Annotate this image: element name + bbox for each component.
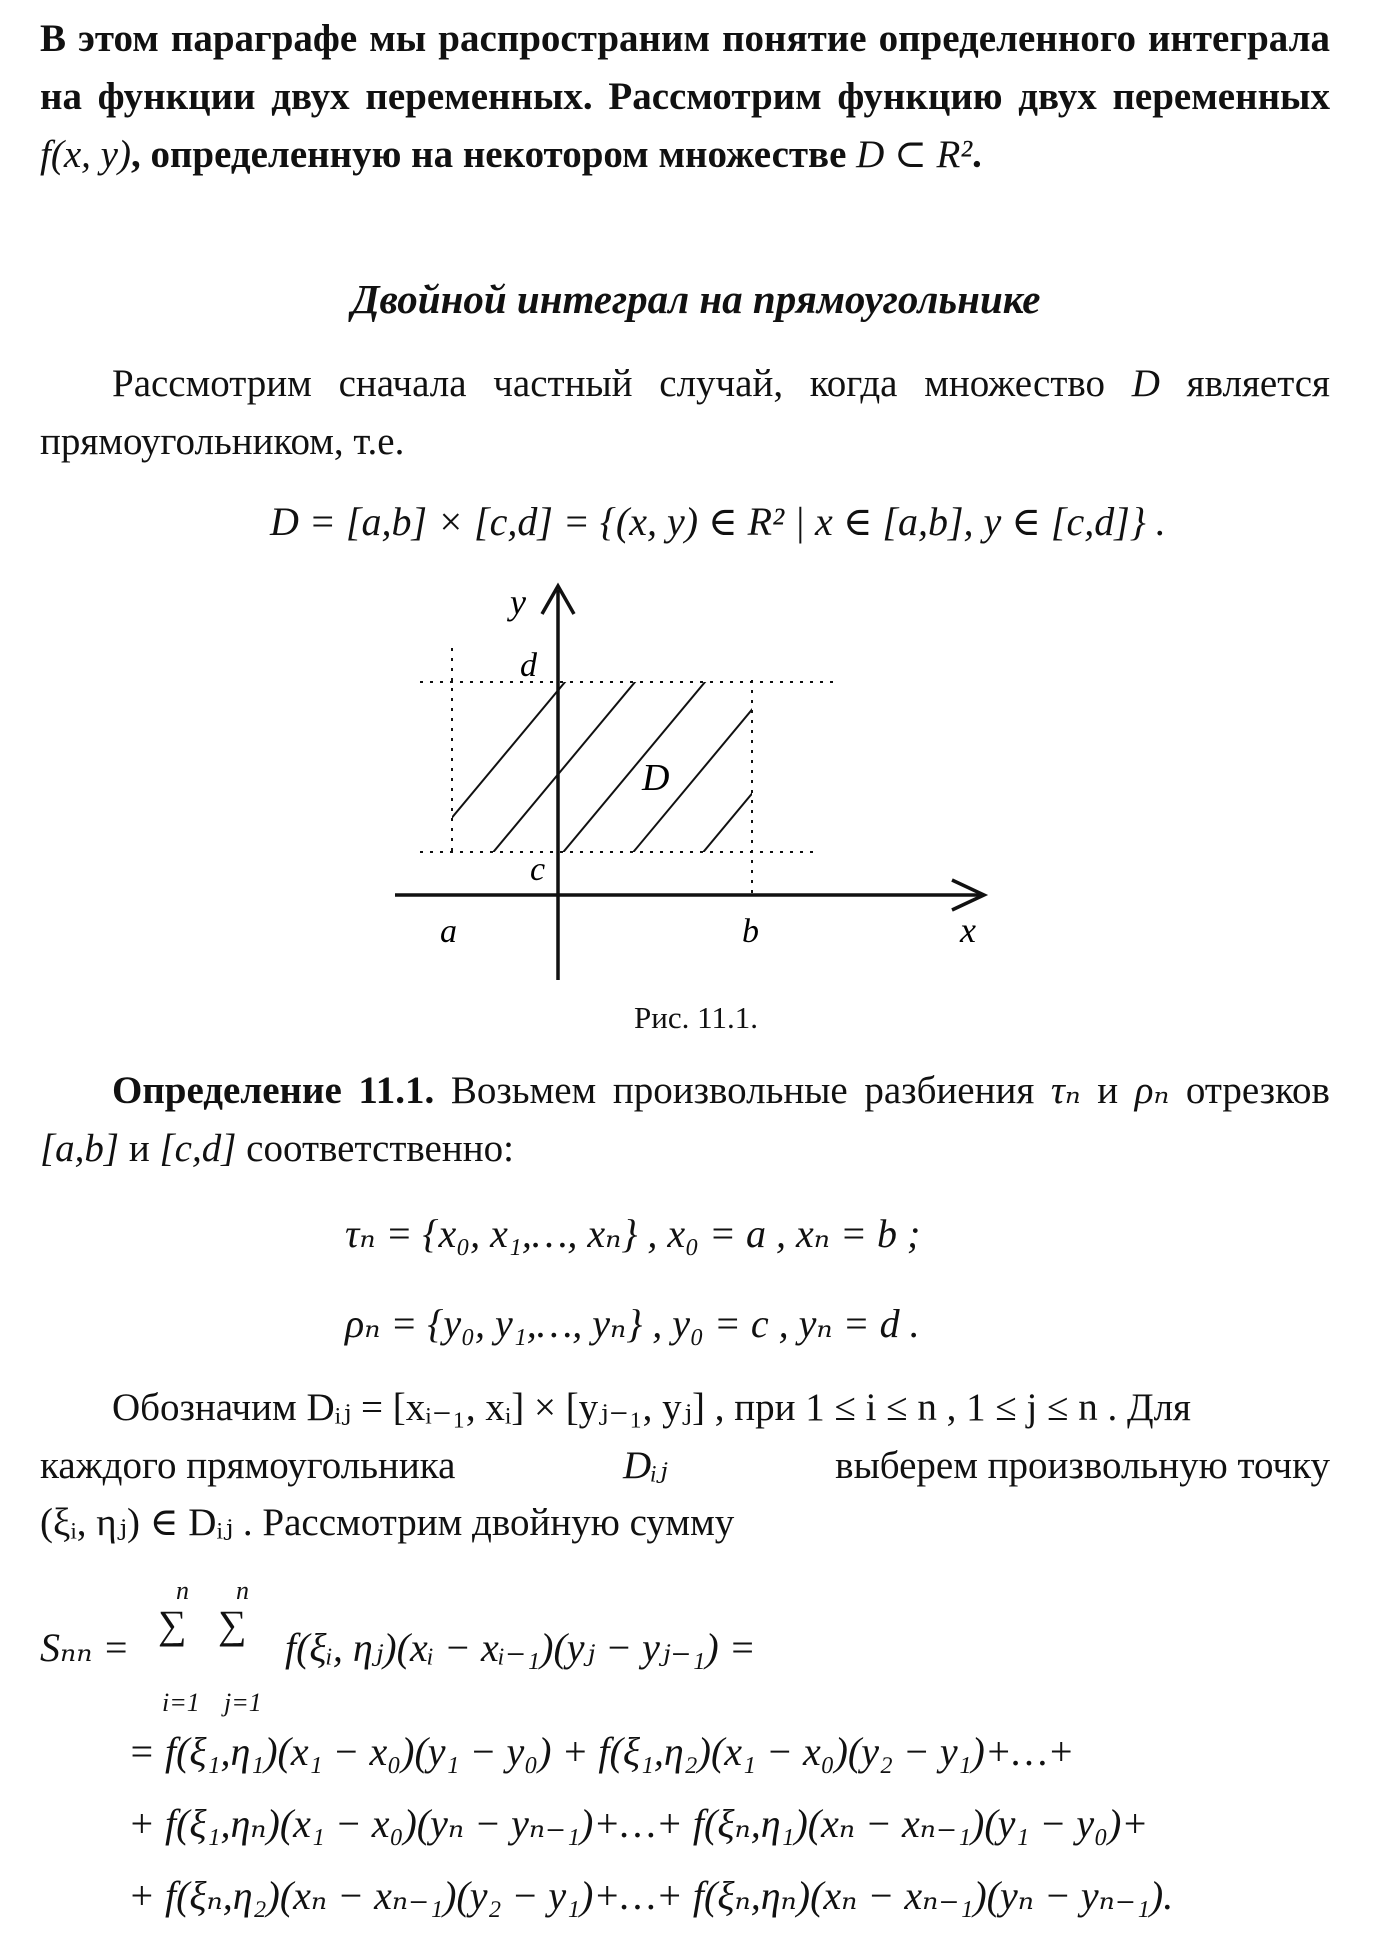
label-d: d [520, 647, 537, 684]
rect-text-2: является прямоугольником, т.е. [40, 362, 1330, 463]
rect-set-d: D [1131, 362, 1160, 405]
definition-and: и [1080, 1069, 1135, 1112]
definition-and-2: и [119, 1127, 160, 1170]
label-a: a [440, 913, 457, 950]
sum-term: f(ξᵢ, ηⱼ)(xᵢ − xᵢ₋₁)(yⱼ − yⱼ₋₁) = [285, 1625, 756, 1670]
notation-line-3: (ξᵢ, ηⱼ) ∈ Dᵢⱼ . Рассмотрим двойную сумму [40, 1501, 735, 1544]
definition-text-2: отрезков [1169, 1069, 1330, 1112]
sum-lower-j: j=1 [224, 1688, 262, 1717]
intro-text-1: В этом параграфе мы распространим понятие определенного интеграла на функции двух переменных. Рассмотрим функцию двух переменных [40, 17, 1330, 118]
intro-text-2: , определенную на некотором множестве [130, 133, 857, 176]
intro-func: f(x, y) [40, 133, 131, 176]
rectangle-formula: D = [a,b] × [c,d] = {(x, y) ∈ R² | x ∈ [a,b], y ∈ [c,d]} . [270, 499, 1166, 544]
section-heading: Двойной интеграл на прямоугольнике [351, 276, 1041, 322]
label-y: y [510, 582, 526, 622]
partition-tau-formula: τₙ = {x₀, x₁,…, xₙ} , x₀ = a , xₙ = b ; [345, 1211, 921, 1256]
figure-rectangle-diagram [380, 580, 1000, 1000]
partition-rho-formula: ρₙ = {y₀, y₁,…, yₙ} , y₀ = c , yₙ = d . [345, 1301, 920, 1346]
label-b: b [742, 913, 759, 950]
sum-expansion-line-2: + f(ξ₁,ηₙ)(x₁ − x₀)(yₙ − yₙ₋₁)+…+ f(ξₙ,η₁)(xₙ − xₙ₋₁)(y₁ − y₀)+ [128, 1801, 1149, 1846]
definition-seg-ab: [a,b] [40, 1127, 120, 1170]
sum-upper-j: n [236, 1576, 249, 1605]
sum-lhs: Sₙₙ = [40, 1625, 130, 1670]
sum-upper-i: n [176, 1576, 189, 1605]
definition-text-3: соответственно: [236, 1127, 514, 1170]
notation-dij: Dᵢⱼ [622, 1444, 668, 1487]
axes [395, 590, 980, 980]
sigma-i-symbol: ∑ [158, 1602, 187, 1647]
sigma-j-symbol: ∑ [218, 1602, 247, 1647]
sum-lower-i: i=1 [162, 1688, 200, 1717]
label-region-d: D [642, 757, 670, 799]
definition-rho: ρₙ [1134, 1069, 1170, 1112]
notation-line-2-b: выберем произвольную точку [835, 1444, 1330, 1487]
definition-text-1: Возьмем произвольные разбиения [434, 1069, 1051, 1112]
label-x: x [960, 910, 976, 950]
definition-seg-cd: [c,d] [159, 1127, 237, 1170]
sum-expansion-line-3: + f(ξₙ,η₂)(xₙ − xₙ₋₁)(y₂ − y₁)+…+ f(ξₙ,ηₙ)(xₙ − xₙ₋₁)(yₙ − yₙ₋₁). [128, 1873, 1174, 1918]
notation-line-1: Обозначим Dᵢⱼ = [xᵢ₋₁, xᵢ] × [yⱼ₋₁, yⱼ] , при 1 ≤ i ≤ n , 1 ≤ j ≤ n . Для [112, 1386, 1191, 1429]
definition-paragraph [40, 1062, 1330, 1178]
label-c: c [530, 851, 546, 888]
hatch-lines [400, 640, 950, 880]
intro-set: D ⊂ R² [856, 133, 973, 176]
definition-tau: τₙ [1050, 1069, 1081, 1112]
notation-line-2 [40, 1443, 1330, 1488]
notation-line-2-a: каждого прямоугольника [40, 1444, 456, 1487]
definition-title: Определение 11.1. [112, 1069, 435, 1112]
intro-text-3: . [972, 133, 982, 176]
sum-expansion-line-1: = f(ξ₁,η₁)(x₁ − x₀)(y₁ − y₀) + f(ξ₁,η₂)(x₁ − x₀)(y₂ − y₁)+…+ [128, 1729, 1075, 1774]
figure-caption: Рис. 11.1. [634, 1000, 758, 1035]
rect-text-1: Рассмотрим сначала частный случай, когда множество [112, 362, 1132, 405]
intro-paragraph [40, 10, 1330, 184]
rectangle-paragraph [40, 355, 1330, 471]
